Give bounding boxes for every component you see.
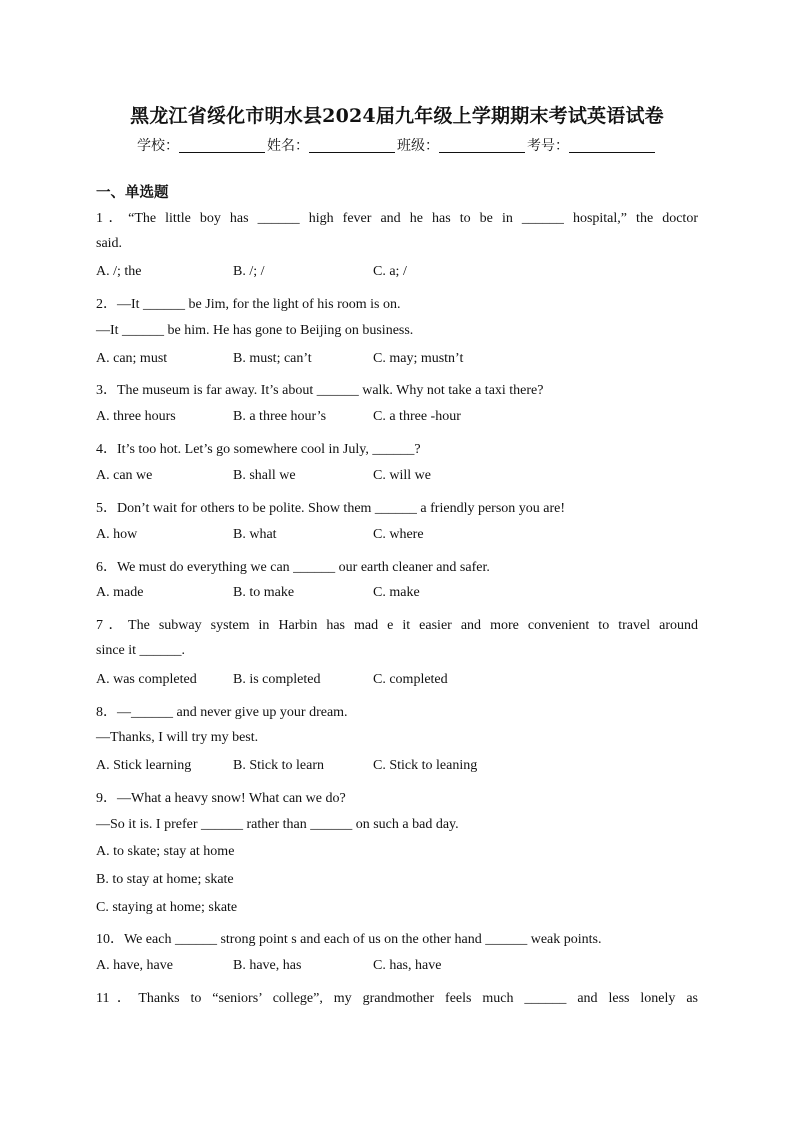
question-5-options xyxy=(96,527,698,547)
option-a: A. /; the xyxy=(96,264,142,279)
option-b: B. Stick to learn xyxy=(233,758,324,773)
question-7-options xyxy=(96,672,698,692)
name-label: 姓名： xyxy=(267,138,309,154)
question-6-line-1: 6．We must do everything we can ______ our earth cleaner and safer. xyxy=(96,560,490,575)
number-blank[interactable] xyxy=(569,138,655,153)
option-c: C. may; mustn’t xyxy=(373,351,464,366)
question-8-options xyxy=(96,758,698,778)
question-6-options xyxy=(96,585,698,605)
option-b: B. /; / xyxy=(233,264,265,279)
question-9-line-1: 9．—What a heavy snow! What can we do? xyxy=(96,791,346,806)
option-a: A. have, have xyxy=(96,958,173,973)
option-b: B. must; can’t xyxy=(233,351,312,366)
student-info xyxy=(0,135,794,155)
option-b: B. to make xyxy=(233,585,295,600)
option-c: C. completed xyxy=(373,672,448,687)
question-1-options xyxy=(96,264,698,284)
option-c: C. Stick to leaning xyxy=(373,758,478,773)
page-title: 黑龙江省绥化市明水县2024届九年级上学期期末考试英语试卷 xyxy=(130,105,664,127)
option-a: A. can; must xyxy=(96,351,168,366)
option-a: A. three hours xyxy=(96,409,176,424)
school-label: 学校： xyxy=(137,138,179,154)
question-9-option-b: B. to stay at home; skate xyxy=(96,872,234,887)
question-11-line-1: 11．Thanks to “seniors’ college”, my grandmother feels much ______ and less lonely as xyxy=(96,991,698,1006)
question-2-line-2: —It ______ be him. He has gone to Beijing on business. xyxy=(96,323,414,338)
question-5-line-1: 5．Don’t wait for others to be polite. Show them ______ a friendly person you are! xyxy=(96,501,566,516)
option-a: A. was completed xyxy=(96,672,197,687)
number-label: 考号： xyxy=(527,138,569,154)
option-c: C. where xyxy=(373,527,424,542)
question-9-line-2: —So it is. I prefer ______ rather than ______ on such a bad day. xyxy=(96,817,459,832)
option-c: C. will we xyxy=(373,468,431,483)
question-4-options xyxy=(96,468,698,488)
option-b: B. what xyxy=(233,527,277,542)
option-a: A. can we xyxy=(96,468,153,483)
question-9-option-c: C. staying at home; skate xyxy=(96,900,238,915)
class-label: 班级： xyxy=(397,138,439,154)
option-a: A. Stick learning xyxy=(96,758,192,773)
question-10-options xyxy=(96,958,698,978)
question-3-options xyxy=(96,409,698,429)
option-c: C. has, have xyxy=(373,958,442,973)
question-9-option-a: A. to skate; stay at home xyxy=(96,844,235,859)
question-8-line-1: 8．—______ and never give up your dream. xyxy=(96,705,348,720)
question-7-line-2: since it ______. xyxy=(96,643,186,658)
question-4-line-1: 4．It’s too hot. Let’s go somewhere cool in July, ______? xyxy=(96,442,421,457)
question-1-line-1: 1．“The little boy has ______ high fever and he has to be in ______ hospital,” the doctor xyxy=(96,211,698,226)
question-8-line-2: —Thanks, I will try my best. xyxy=(96,730,259,745)
school-blank[interactable] xyxy=(179,138,265,153)
section-heading: 一、单选题 xyxy=(96,185,169,201)
class-blank[interactable] xyxy=(439,138,525,153)
question-7-line-1: 7．The subway system in Harbin has mad e it easier and more convenient to travel around xyxy=(96,618,698,633)
name-blank[interactable] xyxy=(309,138,395,153)
option-b: B. is completed xyxy=(233,672,321,687)
option-b: B. a three hour’s xyxy=(233,409,327,424)
option-a: A. made xyxy=(96,585,144,600)
option-c: C. a three -hour xyxy=(373,409,461,424)
question-2-line-1: 2．—It ______ be Jim, for the light of his room is on. xyxy=(96,297,401,312)
question-1-line-2: said. xyxy=(96,236,123,251)
option-b: B. shall we xyxy=(233,468,296,483)
question-10-line-1: 10．We each ______ strong point s and each of us on the other hand ______ weak points. xyxy=(96,932,602,947)
option-b: B. have, has xyxy=(233,958,302,973)
option-a: A. how xyxy=(96,527,138,542)
question-3-line-1: 3．The museum is far away. It’s about ______ walk. Why not take a taxi there? xyxy=(96,383,544,398)
option-c: C. a; / xyxy=(373,264,407,279)
option-c: C. make xyxy=(373,585,420,600)
question-2-options xyxy=(96,351,698,371)
